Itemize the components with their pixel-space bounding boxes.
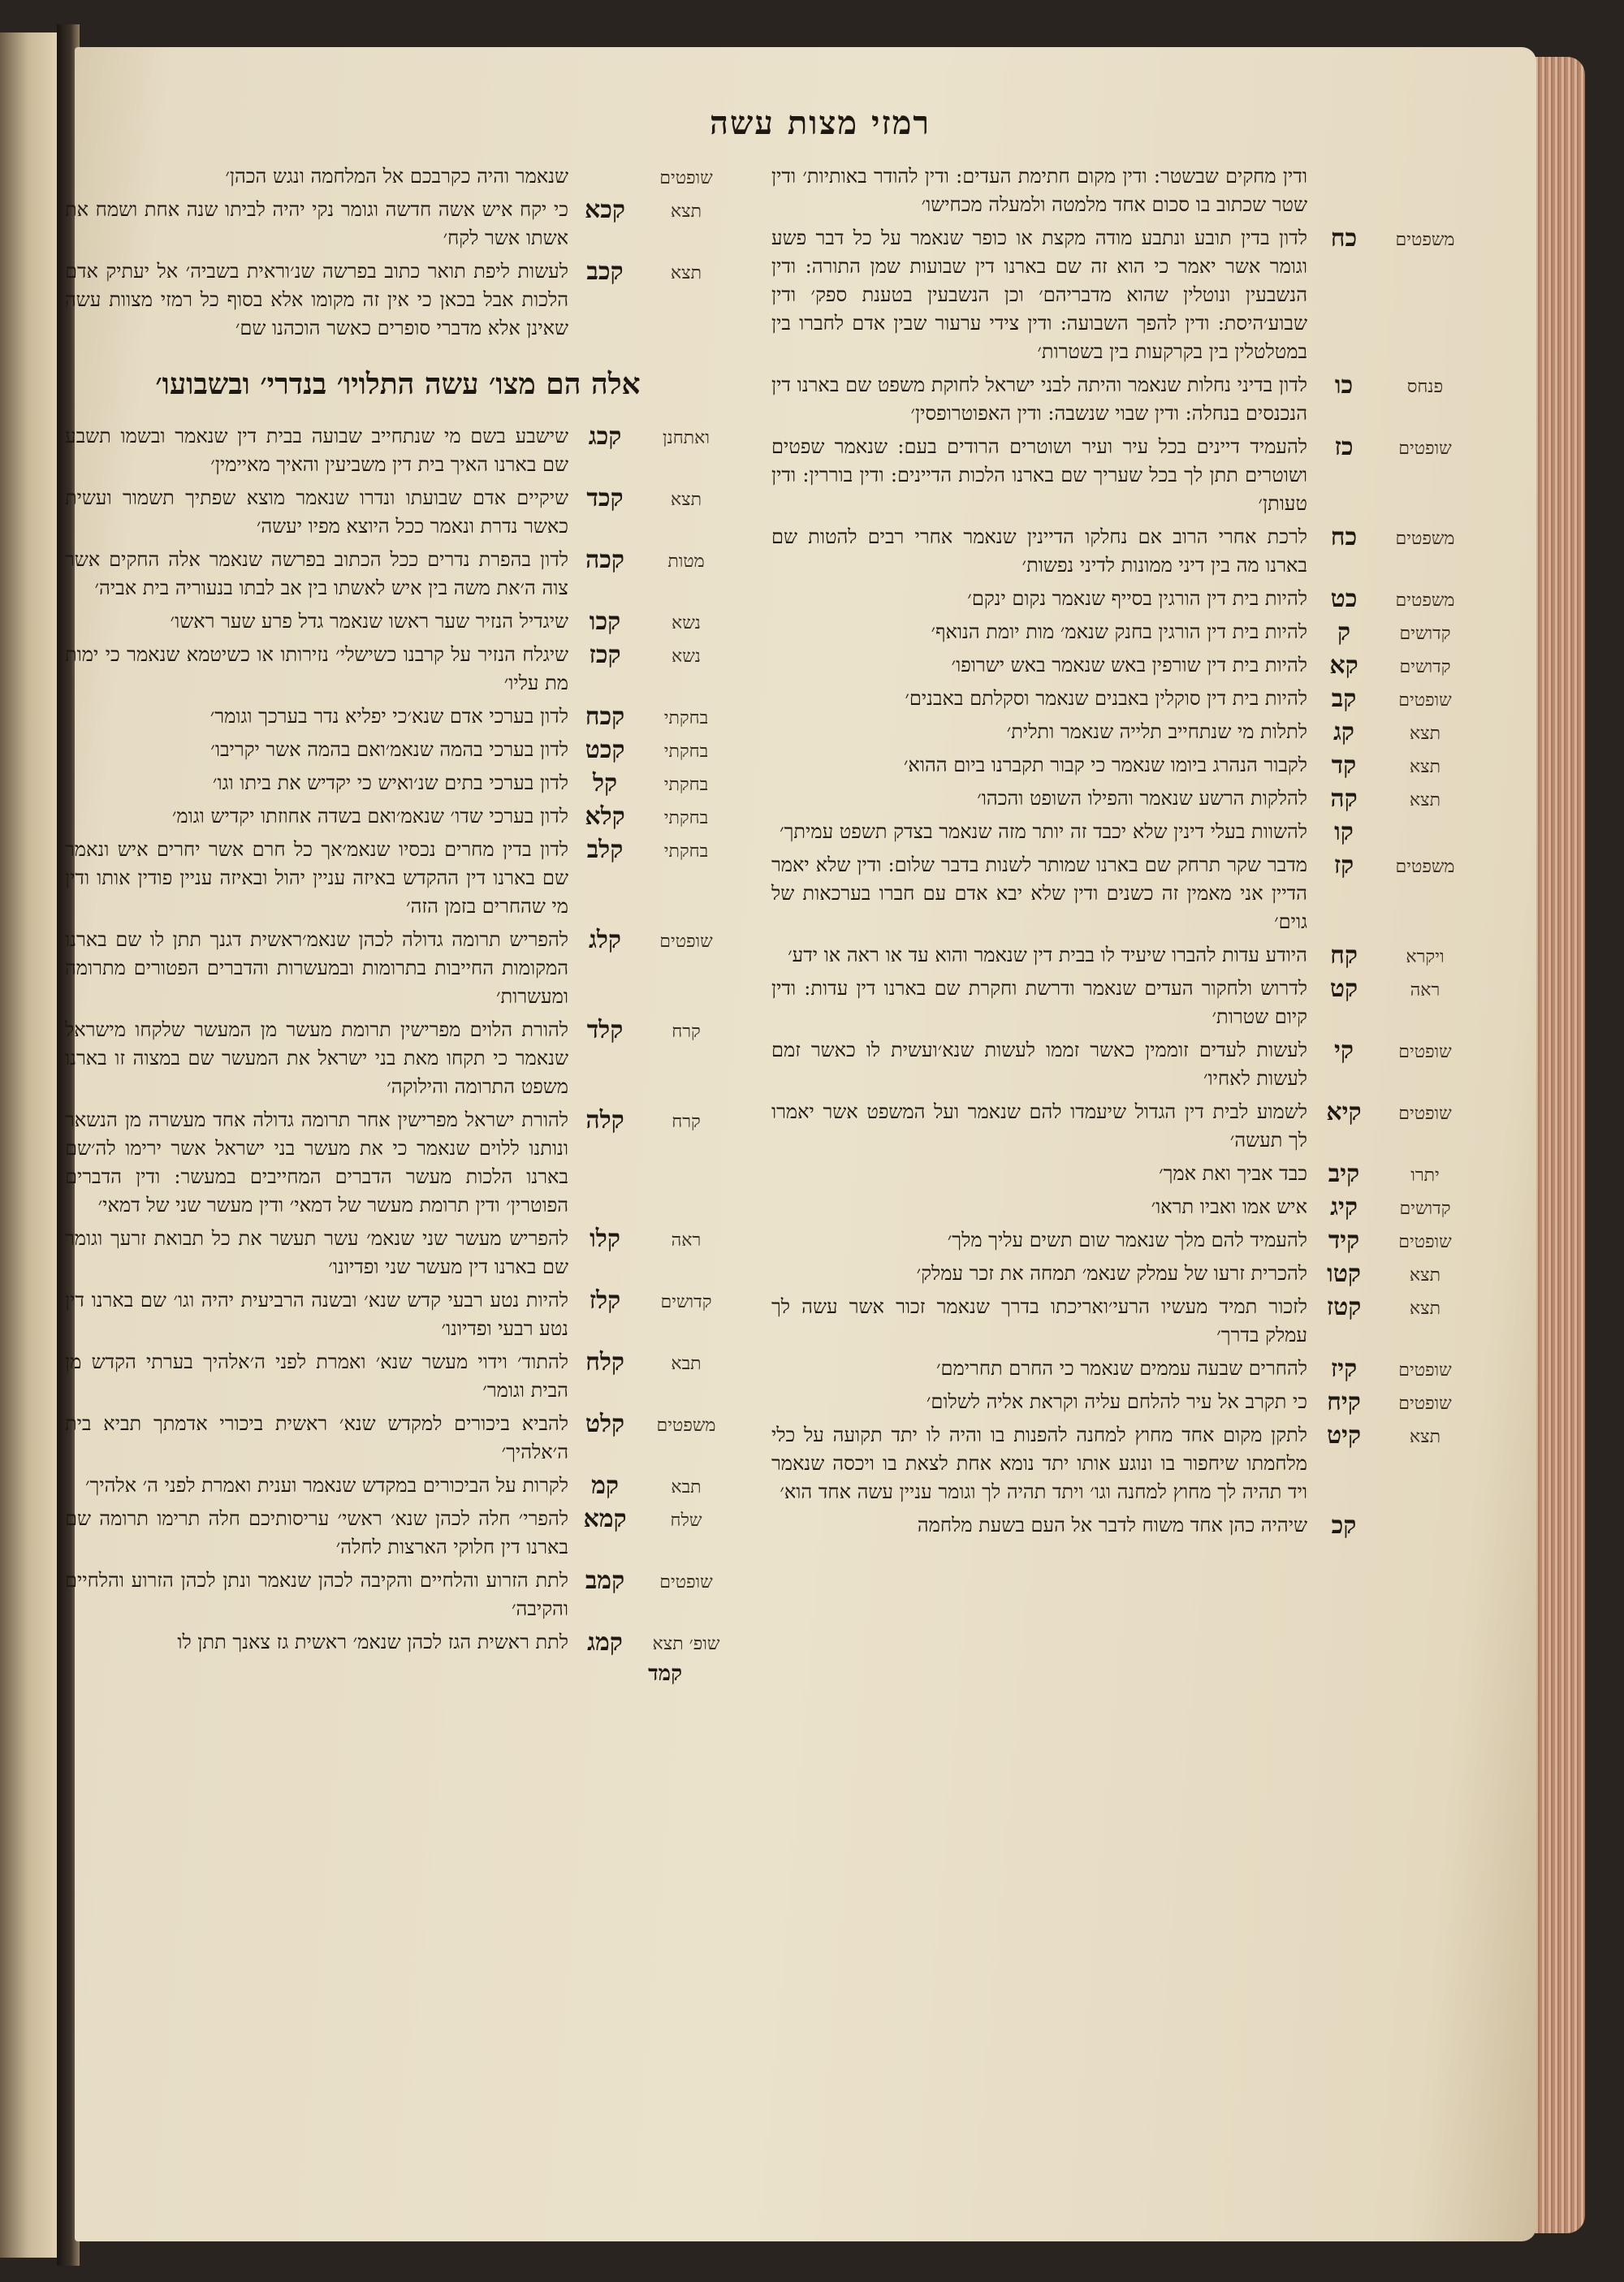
commandment-entry: [771, 1388, 1470, 1416]
commandment-entry: [771, 1421, 1470, 1506]
commandment-entry: [65, 1472, 731, 1500]
commandment-number: קלו: [590, 1225, 620, 1253]
commandment-number: קכא: [585, 196, 625, 224]
commandment-number: קיח: [1327, 1388, 1361, 1416]
commandment-number: כח: [1330, 523, 1358, 551]
portion-reference: שלח: [670, 1511, 702, 1531]
portion-reference: משפטים: [1395, 230, 1455, 250]
commandment-text: לדון בערכי בהמה שנאמ׳ואם בהמה אשר יקריבו׳: [210, 738, 568, 761]
commandment-entry: [771, 523, 1470, 580]
commandment-number: קד: [1331, 751, 1357, 780]
commandment-number: קכב: [586, 257, 624, 286]
portion-reference: תצא: [1409, 757, 1441, 777]
portion-reference: תצא: [1409, 1265, 1441, 1286]
commandment-text: ודין מחקים שבשטר: ודין מקום חתימת העדים: ודין להודר באותיות׳ ודין שטר שכתוב בו סכום אחד מלמטה ולמעלה מכחישו׳: [771, 165, 1307, 216]
commandment-text: להיות בית דין סוקלין באבנים שנאמר וסקלתם באבנים׳: [905, 687, 1307, 710]
commandment-number: קכ: [1331, 1511, 1357, 1540]
commandment-number: קמב: [585, 1567, 625, 1595]
commandment-text: להיות בית דין הורגין בסייף שנאמר נקום ינקם׳: [967, 587, 1307, 610]
running-head: רמזי מצות עשה: [709, 104, 931, 142]
commandment-number: קיד: [1328, 1226, 1360, 1255]
commandment-entry: [65, 1225, 731, 1281]
commandment-text: להיות בית דין שורפין באש שנאמר באש ישרופו׳: [951, 654, 1307, 676]
commandment-text: להחרים שבעה עממים שנאמר כי החרם תחרימם׳: [936, 1357, 1307, 1380]
commandment-entry: [65, 162, 731, 191]
commandment-number: קכו: [589, 607, 621, 636]
commandment-text: להיות נטע רבעי קדש שנא׳ ובשנה הרביעית יהיה וגו׳ שם בארנו דין נטע רבעי ופדיונו׳: [65, 1289, 568, 1340]
commandment-text: לדון בערכי אדם שנא׳כי יפליא נדר בערכך וגומר׳: [209, 705, 568, 728]
portion-reference: בחקתי: [663, 741, 709, 762]
commandment-entry: [65, 926, 731, 1011]
commandment-entry: [771, 1036, 1470, 1093]
portion-reference: קרח: [672, 1112, 701, 1132]
commandment-text: לעשות לעדים זוממין כאשר זממו לעשות שנא׳ועשית לו כאשר זמם לעשות לאחיו׳: [771, 1039, 1307, 1090]
portion-reference: תצא: [1409, 1299, 1441, 1319]
commandment-entry: [771, 851, 1470, 936]
commandment-entry: [771, 1293, 1470, 1350]
commandment-number: קלט: [585, 1410, 625, 1438]
portion-reference: שופטים: [659, 931, 713, 952]
commandment-number: קלד: [586, 1016, 624, 1044]
commandment-entry: [65, 1106, 731, 1220]
commandment-text: לתת הזרוע והלחיים והקיבה לכהן שנאמר ונתן לכהן הזרוע והלחיים והקיבה׳: [65, 1569, 568, 1620]
commandment-text: לשמוע לבית דין הגדול שיעמדו להם שנאמר ועל המשפט אשר יאמרו לך תעשה׳: [771, 1100, 1307, 1152]
portion-reference: קדושים: [660, 1292, 712, 1312]
commandment-text: להפרי׳ חלה לכהן שנא׳ ראשי׳ עריסותיכם חלה תרימו תרומה שם בארנו דין חלוקי הארצות לחלה׳: [65, 1507, 568, 1558]
commandment-text: להלקות הרשע שנאמר והפילו השופט והכהו׳: [977, 787, 1307, 810]
commandment-entry: [65, 836, 731, 921]
commandment-text: להפריש תרומה גדולה לכהן שנאמ׳ראשית דגנך תתן לו שם בארנו המקומות החייבות בתרומות ובמעשרות והדברים הפטורים מתרומה ומעשרות׳: [65, 928, 568, 1008]
commandment-number: קלז: [589, 1286, 621, 1315]
commandment-text: לעשות ליפת תואר כתוב בפרשה שנ׳וראית בשביה׳ אל יעתיק אדם הלכות אבל בכאן כי אין זה מקומו אלא בסוף כל רמזי מצוות עשה שאינן אלא מדברי סופרים כאשר הוכהנו שם׳: [65, 260, 568, 339]
commandment-number: קמג: [587, 1628, 623, 1657]
commandment-text: כי יקח איש אשה חדשה וגומר נקי יהיה לביתו שנה אחת ושמח את אשתו אשר לקח׳: [65, 198, 568, 249]
commandment-number: קלה: [585, 1106, 624, 1135]
commandment-text: להורת ישראל מפרישין אחר תרומה גדולה אחד מעשרה מן הנשאר ונותנו ללוים שנאמר כי את מעשר בני ישראל אשר ירימו לה׳שם בארנו הלכות מעשר הדברים המחייבים במעשר: ודין הדברים הפוטרין׳ ודין תרומת מעשר של דמאי׳ ודין מעשר שני של דמאי׳: [65, 1109, 568, 1217]
commandment-text: שנאמר והיה כקרבכם אל המלחמה ונגש הכהן׳: [225, 165, 568, 188]
commandment-number: קיג: [1330, 1193, 1358, 1221]
commandment-number: כו: [1334, 371, 1354, 400]
commandment-number: קח: [1330, 941, 1358, 970]
commandment-text: להעמיד דיינים בכל עיר ועיר ושוטרים הרודים בעם: שנאמר שפטים ושוטרים תתן לך בכל שעריך שם בארנו הלכות הדיינים: ודין בוררין: ודין טעותן׳: [771, 435, 1307, 515]
portion-reference: תבא: [671, 1477, 702, 1498]
commandment-text: איש אמו ואביו תראו׳: [1151, 1195, 1307, 1218]
portion-reference: נשא: [672, 646, 701, 667]
commandment-entry: [771, 433, 1470, 518]
commandment-text: היודע עדות להברו שיעיד לו בבית דין שנאמר והוא עד או ראה או ידע׳: [788, 944, 1307, 966]
portion-reference: משפטים: [1395, 529, 1455, 549]
commandment-text: לדון בערכי שדו׳ שנאמ׳ואם בשדה אחוזתו יקדיש וגומ׳: [171, 805, 568, 828]
portion-reference: שופטים: [1398, 1232, 1452, 1252]
commandment-entry: [771, 751, 1470, 780]
portion-reference: בחקתי: [663, 775, 709, 795]
commandment-number: קט: [1329, 975, 1358, 1003]
commandment-entry: [65, 484, 731, 541]
commandment-text: לדון בדין תובע ונתבע מודה מקצת או כופר שנאמר על כל דבר פשע וגומר אשר יאמר כי הוא זה שם בארנו דין שבועות שמן התורה: ודין הנשבעין ונוטלין שהוא מדבריהם׳ וכן הנשבעין בטענת ספק׳ ודין שבוע׳היסת: ודין להפך השבועה: ודין צידי ערעור שבין אדם לחברו בין במטלטלין בין בקרקעות בין בשטרות׳: [771, 227, 1307, 363]
commandment-text: לדון בהפרת נדרים ככל הכתוב בפרשה שנאמר אלה החקים אשר צוה ה׳את משה בין איש לאשתו בין אב לבתו בנעוריה בית אביה׳: [65, 548, 568, 599]
portion-reference: ויקרא: [1406, 947, 1445, 967]
commandment-entry: [65, 802, 731, 831]
commandment-number: קו: [1334, 818, 1354, 846]
commandment-entry: [771, 1160, 1470, 1188]
commandment-number: קיז: [1330, 1355, 1358, 1383]
commandment-entry: [65, 196, 731, 253]
portion-reference: ראה: [1410, 980, 1440, 1001]
commandment-entry: [771, 818, 1470, 846]
portion-reference: שופטים: [1398, 1394, 1452, 1414]
commandment-text: לתלות מי שנתחייב תלייה שנאמר ותלית׳: [1006, 720, 1307, 743]
portion-reference: שופטים: [1398, 1104, 1452, 1124]
portion-reference: בחקתי: [663, 841, 709, 862]
commandment-number: קכח: [585, 702, 625, 731]
commandment-entry: [771, 1098, 1470, 1155]
commandment-text: לתת ראשית הגז לכהן שנאמ׳ ראשית גז צאנך תתן לו: [177, 1631, 568, 1653]
portion-reference: משפטים: [656, 1415, 716, 1436]
commandment-text: להפריש מעשר שני שנאמ׳ עשר תעשר את כל תבואת זרעך וגומר שם בארנו דין מעשר שני ופדיונו׳: [65, 1227, 568, 1278]
facing-page-edge: [0, 32, 63, 2258]
commandment-entry: [65, 546, 731, 603]
left-column: [65, 162, 731, 2217]
commandment-entry: [771, 1260, 1470, 1288]
portion-reference: נשא: [672, 613, 701, 633]
commandment-number: קיב: [1328, 1160, 1360, 1188]
commandment-entry: [771, 1193, 1470, 1221]
commandment-entry: [771, 941, 1470, 970]
commandment-number: קמא: [583, 1505, 627, 1533]
commandment-entry: [65, 702, 731, 731]
commandment-text: שיגדיל הנזיר שער ראשו שנאמר גדל פרע שער ראשו׳: [170, 610, 568, 633]
commandment-entry: [771, 162, 1470, 219]
commandment-text: כי תקרב אל עיר להלחם עליה וקראת אליה לשלום׳: [926, 1390, 1307, 1413]
commandment-entry: [771, 784, 1470, 813]
commandment-number: קא: [1329, 651, 1358, 680]
commandment-number: קי: [1334, 1036, 1354, 1065]
commandment-entry: [65, 1505, 731, 1562]
portion-reference: קרח: [672, 1022, 701, 1042]
commandment-entry: [65, 607, 731, 636]
commandment-number: ק: [1337, 618, 1351, 646]
portion-reference: תצא: [1409, 790, 1441, 810]
commandment-number: כט: [1330, 585, 1358, 613]
left-column-bottom-entries: [65, 422, 731, 1657]
portion-reference: מטות: [667, 551, 705, 572]
commandment-entry: [771, 224, 1470, 366]
commandment-text: מדבר שקר תרחק שם בארנו שמותר לשנות בדבר שלום: ודין שלא יאמר הדיין אני מאמין זה כשנים ודין שלא יבא אדם עם חברו בערכאות של גוים׳: [771, 854, 1307, 933]
portion-reference: משפטים: [1395, 590, 1455, 611]
commandment-text: שישבע בשם מי שנתחייב שבועה בבית דין שנאמר ובשמו תשבע שם בארנו האיך בית דין משביעין והאיך מאיימין׳: [65, 425, 568, 476]
portion-reference: ראה: [671, 1230, 702, 1251]
portion-reference: בחקתי: [663, 708, 709, 728]
portion-reference: קדושים: [1399, 1199, 1451, 1219]
portion-reference: שופ׳ תצא: [652, 1634, 720, 1654]
commandment-entry: [65, 641, 731, 698]
commandment-number: קכט: [585, 736, 625, 764]
portion-reference: יתרו: [1410, 1165, 1440, 1186]
portion-reference: שופטים: [1398, 690, 1452, 711]
commandment-text: לרכת אחרי הרוב אם נחלקו הדיינין שנאמר אחרי רבים להטות שם בארנו מה בין דיני ממונות לדיני נפשות׳: [771, 525, 1307, 577]
commandment-entry: [771, 371, 1470, 428]
section-title: אלה הם מצו׳ עשה התלויו׳ בנדרי׳ ובשבועו׳: [155, 367, 641, 401]
commandment-text: להכרית זרעו של עמלק שנאמ׳ תמחה את זכר עמלק׳: [916, 1262, 1307, 1285]
commandment-text: לזכור תמיד מעשיו הרעי׳ואריכתו בדרך שנאמר זכור אשר עשה לך עמלק בדרך׳: [771, 1295, 1307, 1346]
portion-reference: תצא: [670, 201, 702, 222]
commandment-entry: [65, 1628, 731, 1657]
commandment-entry: [65, 422, 731, 479]
portion-reference: ואתחנן: [662, 428, 710, 448]
commandment-entry: [771, 1355, 1470, 1383]
commandment-number: קלג: [589, 926, 621, 954]
portion-reference: [1380, 818, 1470, 823]
commandment-text: שיקיים אדם שבועתו ונדרו שנאמר מוצא שפתיך תשמור ועשית כאשר נדרת ונאמר ככל היוצא מפיו יעשה׳: [65, 486, 568, 538]
commandment-number: קלב: [586, 836, 624, 864]
commandment-text: לקבור הנהרג ביומו שנאמר כי קבור תקברנו ביום ההוא׳: [903, 754, 1307, 776]
portion-reference: משפטים: [1395, 857, 1455, 877]
commandment-entry: [65, 257, 731, 343]
commandment-entry: [65, 769, 731, 797]
commandment-number: כז: [1334, 433, 1354, 461]
commandment-text: לדון בדין מחרים נכסיו שנאמ׳אך כל חרם אשר יחרים איש ונאמר שם בארנו דין ההקדש באיזה עניין יהול ובאיזה עניין פודין אותו ודין מי שהחרים בזמן הזה׳: [65, 838, 568, 918]
commandment-text: שיהיה כהן אחד משוח לדבר אל העם בשעת מלחמה: [917, 1514, 1307, 1536]
commandment-text: להביא ביכורים למקדש שנא׳ ראשית ביכורי אדמתך תביא בית ה׳אלהיך׳: [65, 1412, 568, 1463]
portion-reference: שופטים: [1398, 1042, 1452, 1062]
commandment-number: קג: [1333, 718, 1354, 746]
commandment-text: להתוד׳ וידוי מעשר שנא׳ ואמרת לפני ה׳אלהיך בערתי הקדש מן הבית וגומר׳: [65, 1351, 568, 1402]
commandment-entry: [771, 651, 1470, 680]
commandment-number: קטו: [1327, 1260, 1361, 1288]
commandment-number: קמ: [591, 1472, 619, 1500]
portion-reference: תצא: [1409, 1427, 1441, 1447]
portion-reference: שופטים: [1398, 1360, 1452, 1381]
commandment-text: לקרות על הביכורים במקדש שנאמר וענית ואמרת לפני ה׳ אלהיך׳: [84, 1474, 568, 1497]
portion-reference: שופטים: [1398, 439, 1452, 459]
portion-reference: פנחס: [1406, 377, 1444, 397]
portion-reference: [1380, 162, 1470, 167]
commandment-number: קלא: [585, 802, 625, 831]
portion-reference: תצא: [1409, 724, 1441, 744]
commandment-text: כבד אביך ואת אמך׳: [1159, 1162, 1307, 1185]
portion-reference: קדושים: [1399, 624, 1451, 644]
commandment-entry: [771, 685, 1470, 713]
commandment-entry: [771, 718, 1470, 746]
commandment-text: לתקן מקום אחד מחוץ למחנה להפנות בו והיה לו יתד תקועה על כלי מלחמתו שיחפור בו ונוגע אותו יתד נומא אחת לצאת בו ויכסה שנאמר ויד תהיה לך מחוץ למחנה וגו׳ ויתד תהיה לך וגומר עניין עשה אחד הוא׳: [771, 1424, 1307, 1503]
commandment-text: לדרוש ולחקור העדים שנאמר ודרשת וחקרת שם בארנו דין עדות: ודין קיום שטרות׳: [771, 977, 1307, 1028]
portion-reference: קדושים: [1399, 657, 1451, 677]
commandment-entry: [771, 975, 1470, 1031]
right-column: [771, 162, 1470, 2217]
commandment-number: קכז: [589, 641, 621, 669]
commandment-number: קז: [1333, 851, 1354, 880]
commandment-number: קל: [592, 769, 618, 797]
commandment-entry: [65, 736, 731, 764]
portion-reference: תצא: [670, 490, 702, 510]
portion-reference: שופטים: [659, 168, 713, 188]
commandment-entry: [65, 1016, 731, 1101]
commandment-entry: [65, 1567, 731, 1623]
commandment-entry: [771, 618, 1470, 646]
portion-reference: בחקתי: [663, 808, 709, 828]
commandment-number: קכה: [585, 546, 624, 574]
commandment-number: קכד: [586, 484, 624, 512]
commandment-entry: [771, 1511, 1470, 1540]
page-content: [65, 97, 1470, 2225]
commandment-entry: [771, 1226, 1470, 1255]
commandment-text: להורת הלוים מפרישין תרומת מעשר מן המעשר שלקחו מישראל שנאמר כי תקחו מאת בני ישראל את המעשר שם במצוה זו בארנו משפט התרומה והילוקה׳: [65, 1018, 568, 1098]
catchword: קמד: [648, 1662, 682, 1686]
left-column-top-entries: [65, 162, 731, 343]
portion-reference: תצא: [670, 263, 702, 283]
commandment-number: קטז: [1326, 1293, 1362, 1321]
commandment-text: לדון בדיני נחלות שנאמר והיתה לבני ישראל לחוקת משפט שם בארנו דין הנכנסים בנחלה: ודין שבוי שנשבה: ודין האפוטרופסין׳: [771, 374, 1307, 425]
commandment-number: קיא: [1326, 1098, 1362, 1126]
commandment-text: לדון בערכי בתים שנ׳ואיש כי יקדיש את ביתו וגו׳: [212, 771, 568, 794]
commandment-text: להשוות בעלי דינין שלא יכבד זה יותר מזה שנאמר בצדק תשפט עמיתך׳: [780, 820, 1307, 843]
portion-reference: [1380, 1511, 1470, 1516]
portion-reference: תבא: [671, 1354, 702, 1374]
commandment-entry: [65, 1348, 731, 1405]
commandment-number: קיט: [1326, 1421, 1362, 1450]
commandment-entry: [65, 1410, 731, 1467]
commandment-entry: [771, 585, 1470, 613]
commandment-number: כח: [1330, 224, 1358, 253]
commandment-text: להיות בית דין הורגין בחנק שנאמ׳ מות יומת הנואף׳: [931, 620, 1307, 643]
commandment-number: קלח: [585, 1348, 624, 1377]
commandment-number: קב: [1331, 685, 1357, 713]
commandment-text: להעמיד להם מלך שנאמר שום תשים עליך מלך׳: [947, 1229, 1307, 1251]
commandment-number: קה: [1330, 784, 1358, 813]
portion-reference: שופטים: [659, 1572, 713, 1593]
commandment-text: שיגלח הנזיר על קרבנו כשישלי׳ נזירותו או כשיטמא שנאמר כי ימות מת עליו׳: [65, 643, 568, 694]
commandment-number: קכג: [588, 422, 622, 451]
commandment-entry: [65, 1286, 731, 1343]
